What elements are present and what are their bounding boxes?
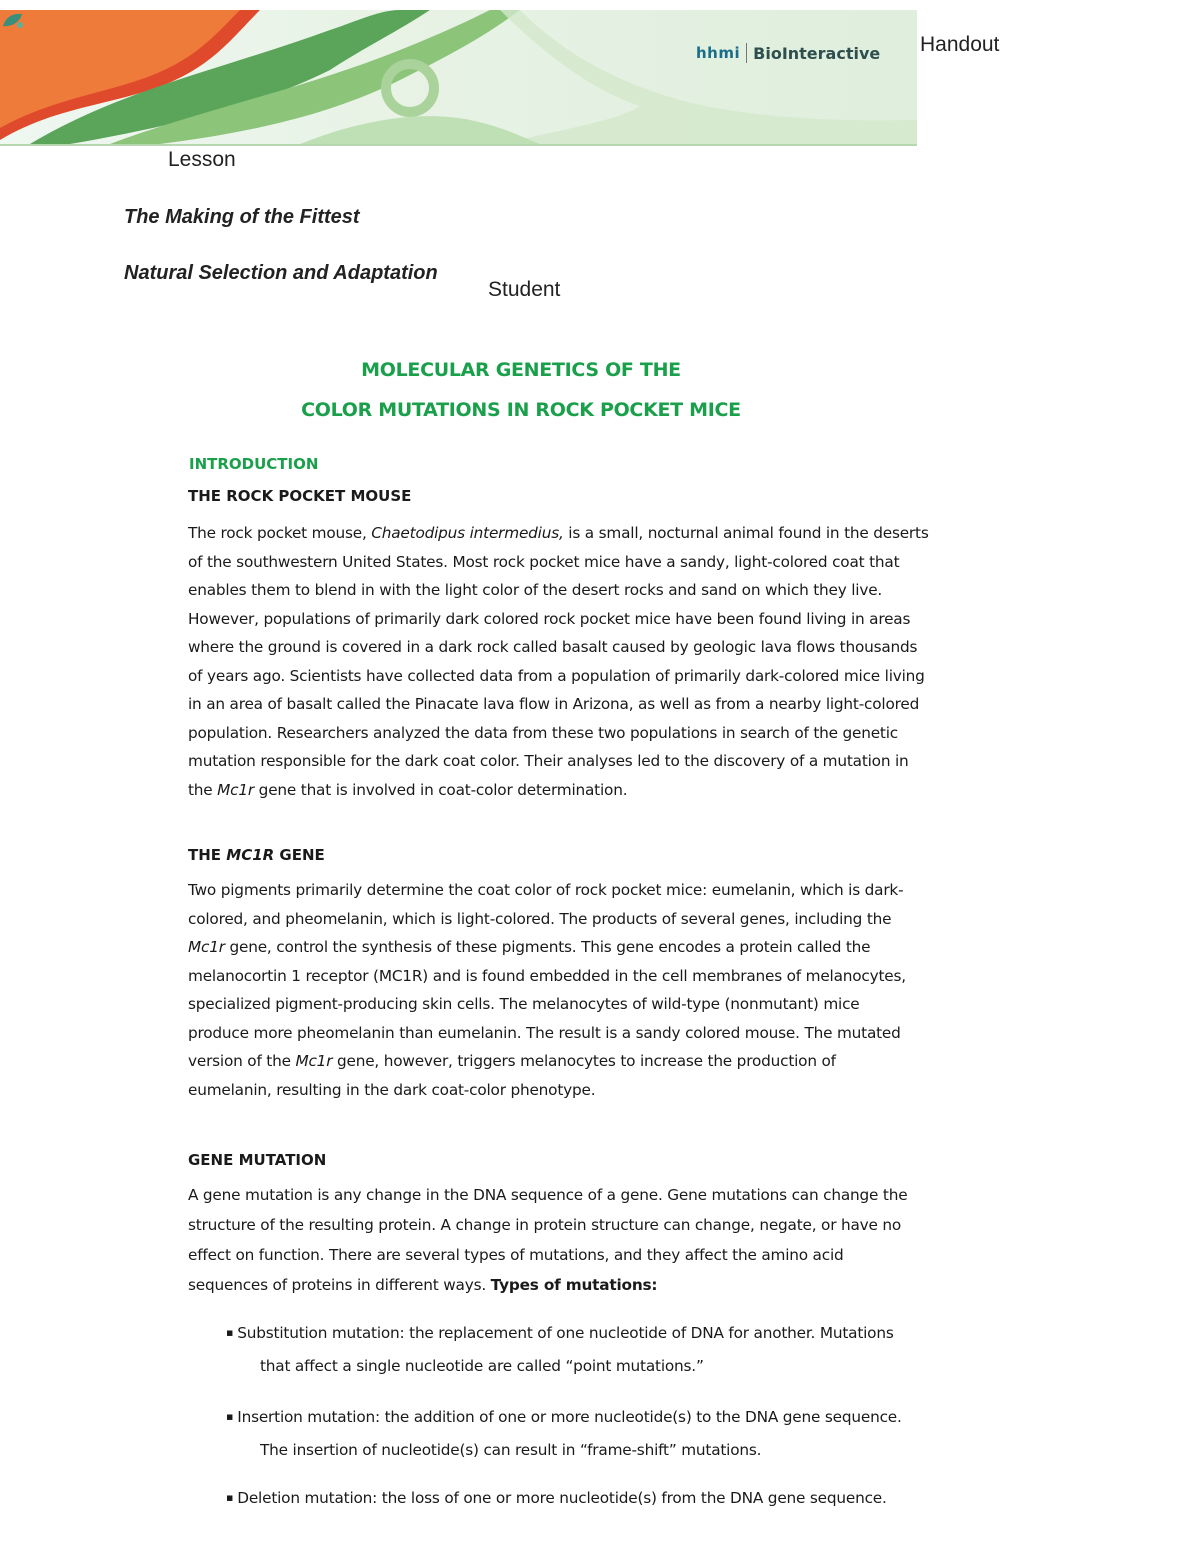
handout-label: Handout — [920, 33, 1000, 56]
bullet-deletion-mutation — [226, 1481, 1026, 1515]
bullet-substitution-mutation — [226, 1316, 1026, 1383]
paragraph-line: of the southwestern United States. Most rock pocket mice have a sandy, light-colored coat that — [188, 552, 900, 571]
bullet-glyph: ▪ — [226, 1326, 234, 1339]
paragraph-line — [188, 1270, 1028, 1300]
logo-separator — [746, 43, 747, 63]
paragraph-line: where the ground is covered in a dark rock called basalt caused by geologic lava flows thousands — [188, 638, 918, 656]
logo-biointeractive-text: BioInteractive — [753, 43, 881, 63]
text-run: gene, however, triggers melanocytes to increase the production of — [332, 1052, 836, 1070]
lesson-title: The Making of the Fittest — [124, 206, 360, 228]
student-label: Student — [488, 278, 561, 301]
section-rock-pocket-mouse-paragraph — [188, 519, 1028, 804]
types-of-mutations-label: Types of mutations: — [490, 1276, 658, 1294]
bullet-line: The insertion of nucleotide(s) can result in “frame-shift” mutations. — [260, 1441, 762, 1459]
paragraph-line: eumelanin, resulting in the dark coat-color phenotype. — [188, 1080, 596, 1099]
text-run: gene that is involved in coat-color determination. — [254, 780, 628, 799]
gene-name: Mc1r — [217, 780, 255, 799]
paragraph-line: colored, and pheomelanin, which is light-colored. The products of several genes, including the — [188, 909, 892, 928]
bullet-line: that affect a single nucleotide are called “point mutations.” — [260, 1357, 704, 1375]
paragraph-line: A gene mutation is any change in the DNA sequence of a gene. Gene mutations can change the — [188, 1186, 908, 1204]
paragraph-line — [188, 933, 1028, 962]
bullet-line — [226, 1316, 1026, 1350]
bullet-line — [226, 1481, 1026, 1515]
text-run: sequences of proteins in different ways. — [188, 1276, 491, 1294]
paragraph-line: of years ago. Scientists have collected data from a population of primarily dark-colored mice living — [188, 666, 925, 685]
banner-decoration — [0, 10, 917, 144]
section-rock-pocket-mouse-title: THE ROCK POCKET MOUSE — [188, 487, 412, 505]
leaf-logo-icon — [0, 10, 26, 30]
text-run: is a small, nocturnal animal found in the deserts — [563, 524, 929, 542]
logo-hhmi-text: hhmi — [696, 44, 741, 62]
lesson-label: Lesson — [168, 148, 236, 171]
text-run: THE — [188, 846, 227, 864]
paragraph-line: However, populations of primarily dark colored rock pocket mice have been found living in areas — [188, 609, 911, 628]
text-run: Substitution mutation: the replacement of one nucleotide of DNA for another. Mutations — [237, 1324, 894, 1342]
section-gene-mutation-title: GENE MUTATION — [188, 1151, 327, 1169]
paragraph-line: in an area of basalt called the Pinacate lava flow in Arizona, as well as from a nearby light-colored — [188, 695, 920, 713]
paragraph-line: produce more pheomelanin than eumelanin. The result is a sandy colored mouse. The mutated — [188, 1023, 901, 1042]
bullet-glyph: ▪ — [226, 1491, 234, 1504]
bullet-insertion-mutation — [226, 1400, 1026, 1467]
section-gene-mutation-paragraph — [188, 1180, 1028, 1300]
hhmi-biointeractive-logo — [696, 42, 880, 64]
main-heading-line2: COLOR MUTATIONS IN ROCK POCKET MICE — [301, 399, 741, 421]
paragraph-line: population. Researchers analyzed the data from these two populations in search of the genetic — [188, 723, 898, 742]
paragraph-line: structure of the resulting protein. A change in protein structure can change, negate, or have no — [188, 1216, 902, 1234]
paragraph-line — [188, 519, 1028, 548]
paragraph-line: Two pigments primarily determine the coat color of rock pocket mice: eumelanin, which is dark- — [188, 881, 904, 899]
section-mc1r-gene-title — [188, 846, 325, 864]
text-run: The rock pocket mouse, — [188, 524, 372, 542]
paragraph-line: effect on function. There are several types of mutations, and they affect the amino acid — [188, 1246, 844, 1264]
introduction-heading: INTRODUCTION — [189, 455, 319, 473]
text-run: Insertion mutation: the addition of one or more nucleotide(s) to the DNA gene sequence. — [237, 1408, 902, 1426]
paragraph-line — [188, 776, 1028, 805]
text-run: Deletion mutation: the loss of one or more nucleotide(s) from the DNA gene sequence. — [237, 1489, 887, 1507]
text-run: GENE — [274, 846, 325, 864]
species-name: Chaetodipus intermedius, — [371, 524, 564, 542]
gene-name: MC1R — [226, 846, 275, 864]
lesson-subtitle: Natural Selection and Adaptation — [124, 262, 438, 284]
gene-name: Mc1r — [295, 1052, 333, 1070]
main-heading-line1: MOLECULAR GENETICS OF THE — [361, 359, 681, 381]
paragraph-line: specialized pigment-producing skin cells. The melanocytes of wild-type (nonmutant) mice — [188, 995, 860, 1013]
bullet-line — [226, 1400, 1026, 1434]
gene-name: Mc1r — [188, 938, 225, 956]
header-banner — [0, 10, 917, 146]
text-run: version of the — [188, 1052, 296, 1070]
paragraph-line: melanocortin 1 receptor (MC1R) and is found embedded in the cell membranes of melanocytes, — [188, 966, 906, 985]
paragraph-line: enables them to blend in with the light color of the desert rocks and sand on which they live. — [188, 581, 883, 599]
text-run: gene, control the synthesis of these pigments. This gene encodes a protein called the — [224, 938, 871, 956]
section-mc1r-gene-paragraph — [188, 876, 1028, 1104]
bullet-glyph: ▪ — [226, 1410, 234, 1423]
text-run: the — [188, 780, 218, 799]
paragraph-line: mutation responsible for the dark coat color. Their analyses led to the discovery of a mutation in — [188, 752, 909, 770]
paragraph-line — [188, 1047, 1028, 1076]
